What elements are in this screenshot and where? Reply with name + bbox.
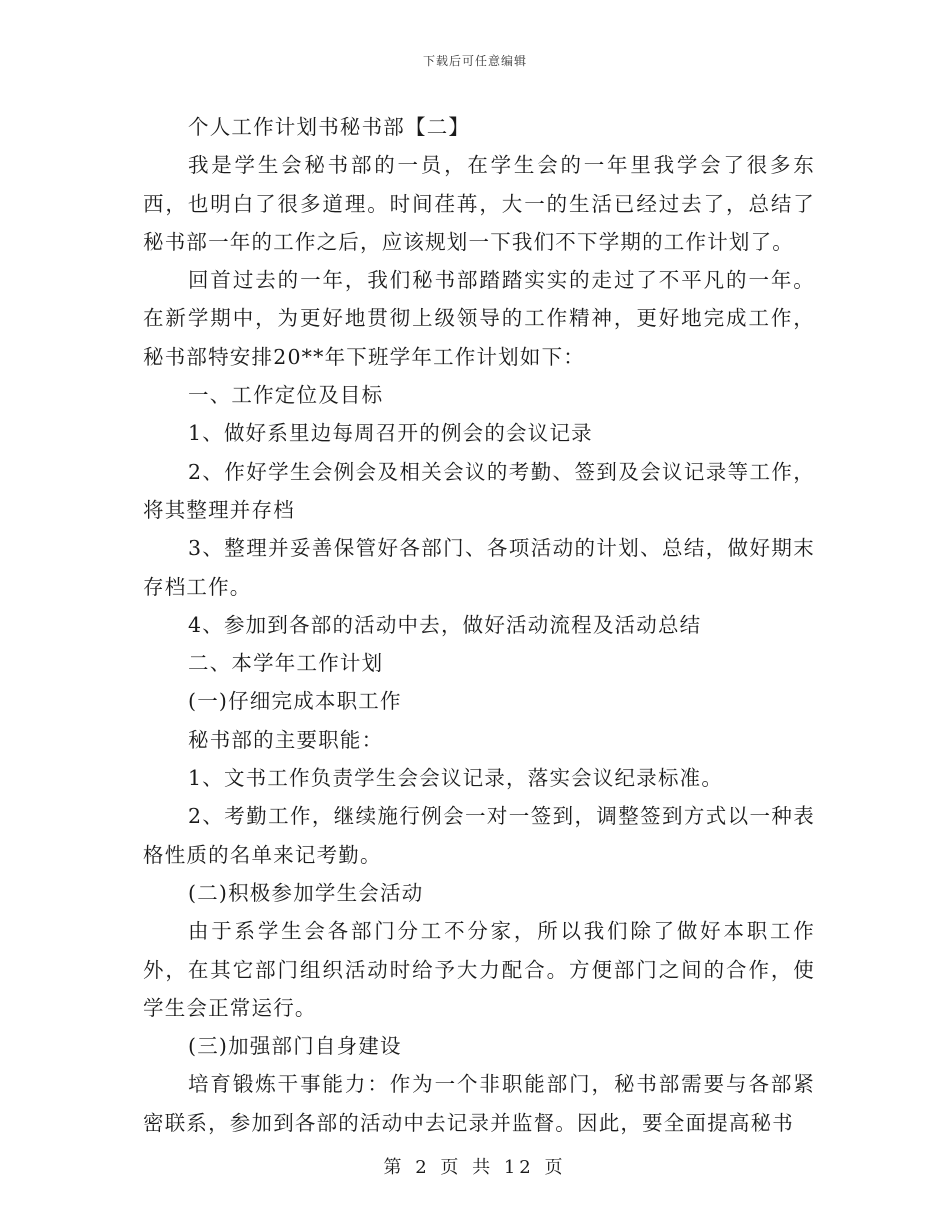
list-item: 3、整理并妥善保管好各部门、各项活动的计划、总结，做好期末存档工作。 [143, 536, 815, 599]
list-item: 1、文书工作负责学生会会议记录，落实会议纪录标准。 [188, 766, 724, 791]
paragraph: 回首过去的一年，我们秘书部踏踏实实的走过了不平凡的一年。在新学期中，为更好地贯彻上级领导的工作精神，更好地完成工作，秘书部特安排20**年下班学年工作计划如下： [143, 268, 815, 369]
page-number: 第 2 页 共 12 页 [383, 1157, 567, 1178]
document-body [143, 108, 815, 1142]
list-item: 1、做好系里边每周召开的例会的会议记录 [188, 421, 593, 446]
paragraph: 培育锻炼干事能力：作为一个非职能部门，秘书部需要与各部紧密联系，参加到各部的活动中去记录并监督。因此，要全面提高秘书 [143, 1072, 815, 1135]
subsection-heading: (三)加强部门自身建设 [188, 1034, 402, 1059]
paragraph: 秘书部的主要职能： [188, 727, 384, 752]
list-item: 2、考勤工作，继续施行例会一对一签到，调整签到方式以一种表格性质的名单来记考勤。 [143, 804, 815, 867]
paragraph: 由于系学生会各部门分工不分家，所以我们除了做好本职工作外，在其它部门组织活动时给予大力配合。方便部门之间的合作，使学生会正常运行。 [143, 919, 815, 1020]
document-title: 个人工作计划书秘书部【二】 [188, 115, 471, 139]
list-item: 4、参加到各部的活动中去，做好活动流程及活动总结 [188, 612, 702, 637]
list-item: 2、作好学生会例会及相关会议的考勤、签到及会议记录等工作，将其整理并存档 [143, 459, 815, 522]
section-heading: 一、工作定位及目标 [188, 383, 384, 408]
subsection-heading: (二)积极参加学生会活动 [188, 880, 424, 905]
section-heading: 二、本学年工作计划 [188, 651, 384, 676]
subsection-heading: (一)仔细完成本职工作 [188, 689, 402, 714]
paragraph: 我是学生会秘书部的一员，在学生会的一年里我学会了很多东西，也明白了很多道理。时间荏苒，大一的生活已经过去了，总结了秘书部一年的工作之后，应该规划一下我们不下学期的工作计划了。 [143, 153, 815, 254]
page-header: 下载后可任意编辑 [422, 54, 527, 68]
